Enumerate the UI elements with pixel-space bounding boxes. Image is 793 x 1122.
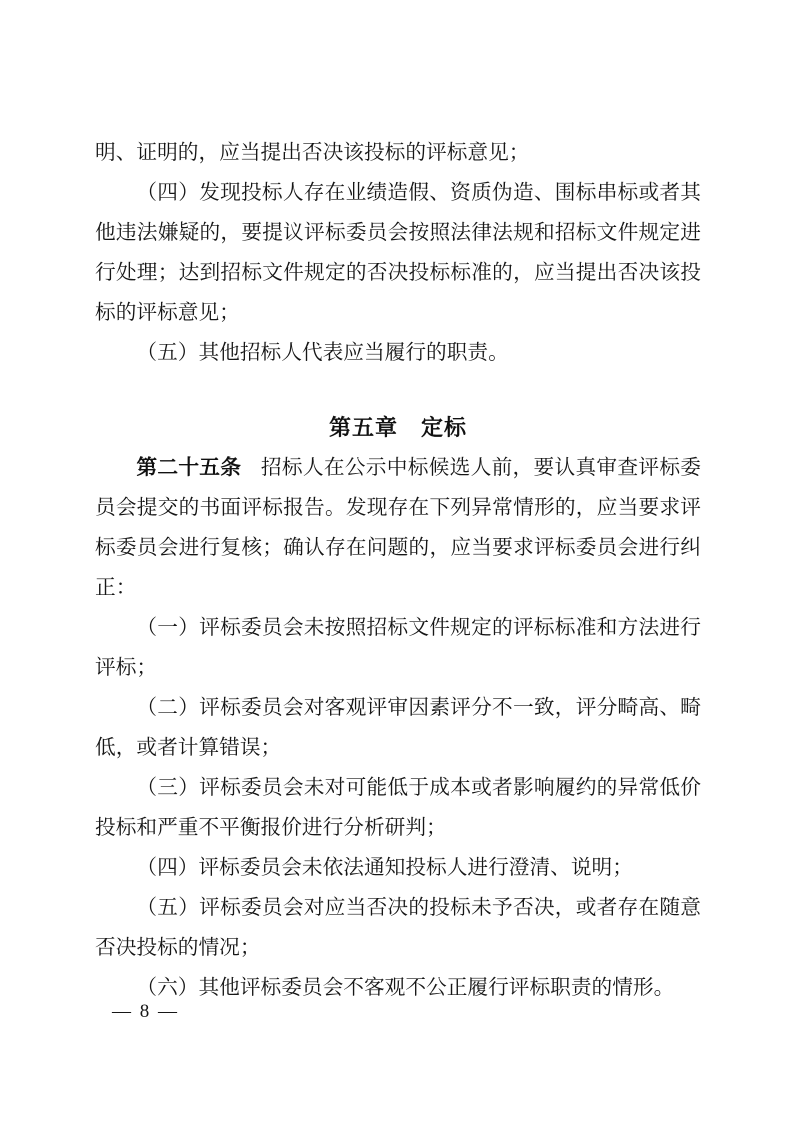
chapter-heading: 第五章 定标 — [328, 415, 467, 440]
page-number: — 8 — — [112, 1001, 179, 1022]
article-number-label: 第二十五条 — [136, 456, 242, 479]
list-item-three: （三）评标委员会未对可能低于成本或者影响履约的异常低价投标和严重不平衡报价进行分析研判； — [95, 777, 701, 839]
article-25-text: 招标人在公示中标候选人前，要认真审查评标委员会提交的书面评标报告。发现存在下列异常情形的，应当要求评标委员会进行复核；确认存在问题的，应当要求评标委员会进行纠正： — [95, 457, 701, 599]
paragraph-continuation: 明、证明的，应当提出否决该投标的评标意见； — [95, 142, 530, 164]
list-item-one: （一）评标委员会未按照招标文件规定的评标标准和方法进行评标； — [95, 617, 701, 679]
document-body — [95, 133, 701, 1008]
list-item-five-duties: （五）其他招标人代表应当履行的职责。 — [136, 342, 509, 364]
article-25-paragraph — [95, 448, 701, 608]
list-item-five: （五）评标委员会对应当否决的投标未予否决，或者存在随意否决投标的情况； — [95, 897, 701, 959]
list-item-four-duties: （四）发现投标人存在业绩造假、资质伪造、围标串标或者其他违法嫌疑的，要提议评标委员会按照法律法规和招标文件规定进行处理；达到招标文件规定的否决投标标准的，应当提出否决该投标的评标意见； — [95, 182, 701, 324]
list-item-six: （六）其他评标委员会不客观不公正履行评标职责的情形。 — [136, 977, 675, 999]
list-item-four: （四）评标委员会未依法通知投标人进行澄清、说明； — [136, 857, 633, 879]
list-item-two: （二）评标委员会对客观评审因素评分不一致，评分畸高、畸低，或者计算错误； — [95, 697, 701, 759]
